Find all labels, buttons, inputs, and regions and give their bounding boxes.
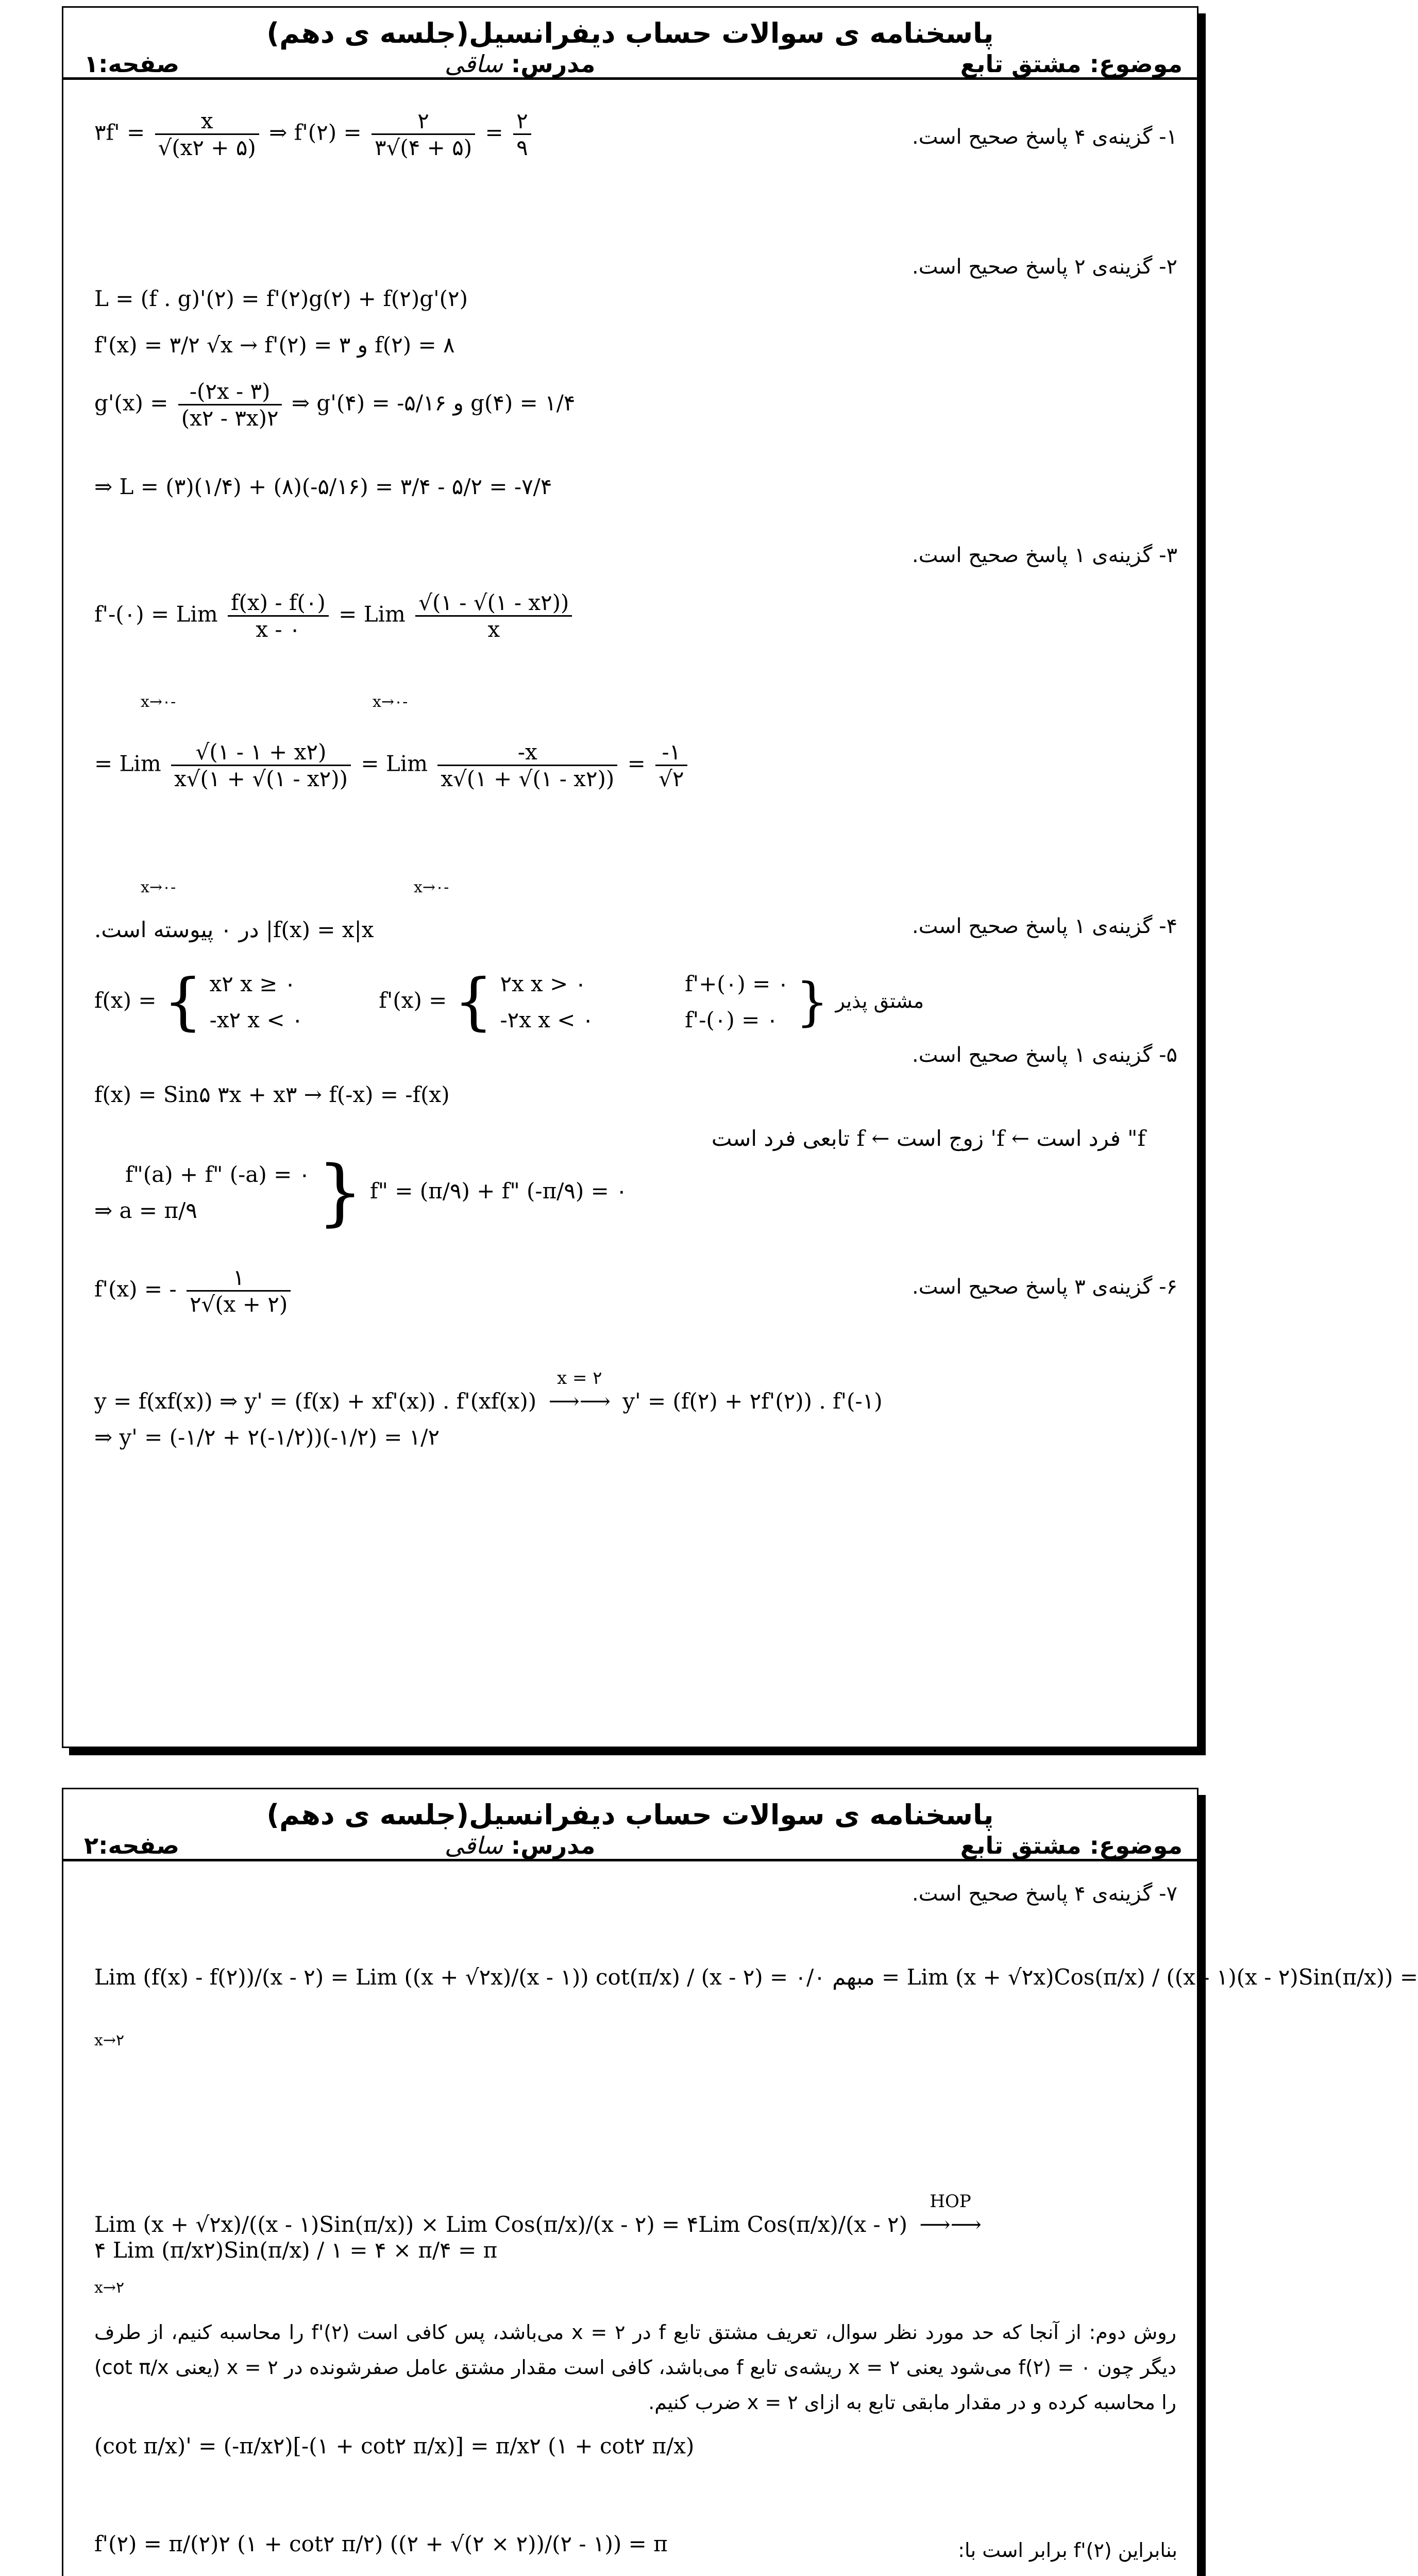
answer-3: ۳- گزینه‌ی ۱ پاسخ صحیح است. [911,544,1177,567]
q7-line-3: (cot π/x)' = (-π/x۲)[-(۱ + cot۲ π/x)] = π/x۲ (۱ + cot۲ π/x) [94,2433,695,2459]
teacher-name: ساقی [445,50,503,78]
q6-line-3: ⇒ y' = (-۱/۲ + ۲(-۱/۲))(-۱/۲) = ۱/۲ [94,1425,440,1450]
q1-equation: ۳f' = $\frac{x}{√(x۲ + ۵)}$ ⇒ f'(۲) = $\frac{۲}{۳√(۴ + ۵)}$ = $\frac{۲}{۹}$ [94,108,534,160]
q7-line-4-note: بنابراین f'(۲) برابر است با: [958,2539,1177,2562]
q6-line-1: f'(x) = - $\frac{۱}{۲√(x + ۲)}$ [94,1265,294,1317]
answer-4: ۴- گزینه‌ی ۱ پاسخ صحیح است. [911,914,1177,938]
teacher-name: ساقی [445,1832,503,1859]
q7-limit-sub-1: x→۲ [94,2031,125,2049]
q3-line-1: f'-(۰) = Lim $\frac{f(x) - f(۰)}{x - ۰}$ = Lim $\frac{√(۱ - √(۱ - x۲))}{x}$ [94,590,575,642]
q5-line-3: f"(a) + f" (-a) = ۰ ⇒ a = π/۹ } f" = (π/۹) + f" (-π/۹) = ۰ [94,1150,628,1234]
q2-line-1: L = (f . g)'(۲) = f'(۲)g(۲) + f(۲)g'(۲) [94,286,468,311]
answer-6: ۶- گزینه‌ی ۳ پاسخ صحیح است. [911,1275,1177,1299]
q7-line-4: f'(۲) = π/(۲)۲ (۱ + cot۲ π/۲) ((۲ + √(۲ × ۲))/(۲ - ۱)) = π [94,2531,668,2556]
q5-line-2: f" فرد است ← f' زوج است ← f تابعی فرد است [711,1126,1145,1151]
page-number: صفحه:۲ [84,1832,180,1859]
answer-sheet-page-1 [62,6,1198,1748]
answer-7: ۷- گزینه‌ی ۴ پاسخ صحیح است. [911,1882,1177,1906]
teacher-label: مدرس: ساقی [445,50,596,78]
answer-2: ۲- گزینه‌ی ۲ پاسخ صحیح است. [911,255,1177,279]
answer-5: ۵- گزینه‌ی ۱ پاسخ صحیح است. [911,1043,1177,1067]
q2-line-2: f'(x) = ۳/۲ √x → f'(۲) = ۳ و f(۲) = ۸ [94,332,455,358]
q7-line-2b: ۴ Lim (π/x۲)Sin(π/x) / ۱ = ۴ × π/۴ = π [94,2238,498,2263]
q7-explanation: روش دوم: از آنجا که حد مورد نظر سوال، تعریف مشتق تابع f در x = ۲ می‌باشد، پس کافی است f'(۲) را محاسبه کنیم، از طرف دیگر چون f(۲) = ۰ می‌شود یعنی x = ۲ ریشه‌ی تابع f می‌باشد، کافی است مقدار مشتق عامل صفرشونده در x = ۲ (یعنی cot π/x) را محاسبه کرده و در مقدار مابقی تابع به ازای x = ۲ ضرب کنیم. [94,2321,1176,2414]
page-number: صفحه:۱ [84,50,180,78]
q7-limit-sub-2: x→۲ [94,2279,125,2297]
page-header [63,1789,1197,1861]
q3-limit-sub-2: x→۰- [373,693,408,711]
topic-label: موضوع: مشتق تابع [960,1832,1183,1859]
q3-limit-sub-1: x→۰- [141,693,176,711]
q7-line-1: Lim (f(x) - f(۲))/(x - ۲) = Lim ((x + √۲x)/(x - ۱)) cot(π/x) / (x - ۲) = ۰/۰ مبهم = Lim (x + √۲x)Cos(π/x) / ((x - ۱)(x - ۲)Sin(π/x)) = [94,1964,1418,1990]
q6-line-2: y = f(xf(x)) ⇒ y' = (f(x) + xf'(x)) . f'(xf(x)) x = ۲ ⟶⟶ y' = (f(۲) + ۲f'(۲)) . f'(-۱) [94,1368,883,1414]
q4-piecewise: f(x) = { x۲ x ≥ ۰ -x۲ x < ۰ f'(x) = { ۲x x > ۰ -۲x x < ۰ f'+(۰) = ۰ f'-(۰) = ۰ } مشتق پذیر [94,966,924,1038]
q3-limit-sub-3: x→۰- [141,878,176,896]
q7-line-2: Lim (x + √۲x)/((x - ۱)Sin(π/x)) × Lim Cos(π/x)/(x - ۲) = ۴Lim Cos(π/x)/(x - ۲) HOP ⟶⟶ [94,2191,982,2237]
answer-1: ۱- گزینه‌ی ۴ پاسخ صحیح است. [911,125,1177,149]
q3-line-2: = Lim $\frac{√(۱ - ۱ + x۲)}{x√(۱ + √(۱ - x۲))}$ = Lim $\frac{-x}{x√(۱ + √(۱ - x۲))}$ = $\frac{-۱}{√۲}$ [94,739,690,791]
teacher-label: مدرس: ساقی [445,1832,596,1859]
page-header [63,8,1197,80]
topic-label: موضوع: مشتق تابع [960,50,1183,78]
q2-line-3: g'(x) = $\frac{-(۲x - ۳)}{(x۲ - ۳x)۲}$ ⇒ g'(۴) = -۵/۱۶ و g(۴) = ۱/۴ [94,379,576,431]
q3-limit-sub-4: x→۰- [414,878,449,896]
page-title: پاسخنامه ی سوالات حساب دیفرانسیل(جلسه ی دهم) [266,17,994,49]
q4-line-1: f(x) = x|x| در ۰ پیوسته است. [94,917,374,942]
page-title: پاسخنامه ی سوالات حساب دیفرانسیل(جلسه ی دهم) [266,1799,994,1831]
q2-line-4: ⇒ L = (۳)(۱/۴) + (۸)(-۵/۱۶) = ۳/۴ - ۵/۲ = -۷/۴ [94,474,552,499]
q5-line-1: f(x) = Sin۵ ۳x + x۳ → f(-x) = -f(x) [94,1082,450,1107]
answer-sheet-page-2 [62,1788,1418,2576]
